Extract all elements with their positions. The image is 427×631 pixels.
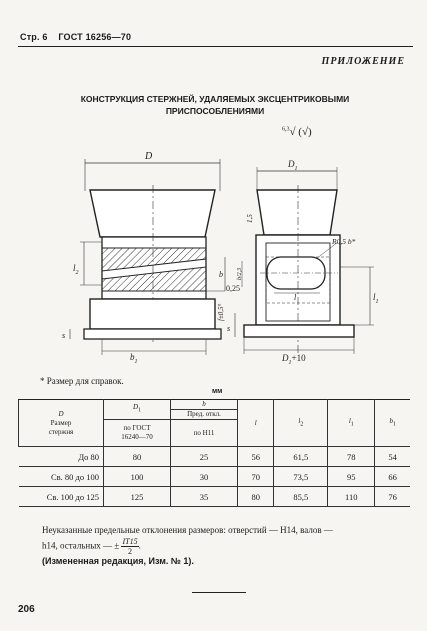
roughness-symbol (282, 126, 312, 138)
table-row: До 80 80 25 56 61,5 78 54 (19, 447, 411, 467)
label-D1-10: $D_1+10$ (282, 353, 306, 366)
col-header-tolerance: Пред. откл. (171, 410, 238, 420)
label-b1: $b_1$ (130, 352, 138, 365)
roughness-value: 6,3 (282, 126, 290, 133)
dimensions-table (18, 399, 410, 507)
page-number: 206 (18, 604, 35, 615)
col-header-gost: по ГОСТ 16240—70 (104, 420, 171, 447)
left-view (62, 151, 240, 365)
note-fraction: $\frac{IT15}{2}$ (122, 537, 138, 556)
col-header-h11: по H11 (171, 420, 238, 447)
label-s-right: s (227, 324, 231, 333)
col-header-l1: $l_1$ (328, 400, 375, 447)
units-label: мм (212, 388, 223, 395)
amendment-note: (Измененная редакция, Изм. № 1). (42, 556, 194, 566)
label-l2: $l_2$ (73, 263, 79, 276)
right-core-print-top (257, 190, 337, 235)
col-header-size: D Размер стержня (19, 400, 104, 447)
label-chamfer: 0,25 (226, 284, 240, 293)
col-header-l2: $l_2$ (274, 400, 328, 447)
title-line-1: КОНСТРУКЦИЯ СТЕРЖНЕЙ, УДАЛЯЕМЫХ ЭКСЦЕНТРИКОВЫМИ (80, 94, 350, 104)
header-divider (18, 46, 413, 47)
core-print-top (90, 190, 215, 237)
core-print-bottom (90, 299, 215, 329)
page-label: Стр. 6 (20, 32, 48, 42)
note-line-2: h14, остальных — ± (42, 540, 120, 551)
label-b: b (219, 270, 223, 279)
tolerance-note: Неуказанные предельные отклонения размеров: отверстий — H14, валов — h14, остальных — ± $\frac{IT15}{2}$ . (42, 525, 333, 556)
title-line-2: ПРИСПОСОБЛЕНИЯМИ (165, 106, 265, 116)
label-radius: R0,5 b* (332, 237, 356, 246)
note-line-1: Неуказанные предельные отклонения размеров: отверстий — H14, валов — (42, 525, 333, 535)
label-l1: $l_1$ (373, 292, 379, 305)
roughness-suffix: (√) (298, 126, 312, 138)
label-tolerance: f±0,5° (217, 303, 225, 321)
base-plate (84, 329, 221, 339)
label-D1: $D_1$ (288, 159, 298, 172)
footnote: * Размер для справок. (40, 376, 124, 386)
col-header-l: l (238, 400, 274, 447)
bottom-divider (192, 592, 246, 593)
col-header-b1: $b_1$ (375, 400, 410, 447)
label-s-left: s (62, 331, 66, 340)
roughness-check-icon: √ (289, 126, 296, 138)
col-header-b: b (171, 400, 238, 410)
col-header-d1: $D_1$ (104, 400, 171, 420)
label-1-5: 1,5 (246, 214, 254, 223)
table-row: Св. 80 до 100 100 30 70 73,5 95 66 (19, 467, 411, 487)
label-b23: b/2,3 (237, 267, 243, 280)
table-row: Св. 100 до 125 125 35 80 85,5 110 76 (19, 487, 411, 507)
right-view (219, 159, 379, 366)
label-D: D (145, 151, 153, 162)
page-header (20, 32, 139, 42)
label-l: l (294, 293, 297, 302)
standard-label: ГОСТ 16256—70 (58, 32, 132, 42)
technical-drawing (20, 145, 410, 373)
right-base-plate (244, 325, 354, 337)
appendix-heading: ПРИЛОЖЕНИЕ (321, 56, 405, 67)
